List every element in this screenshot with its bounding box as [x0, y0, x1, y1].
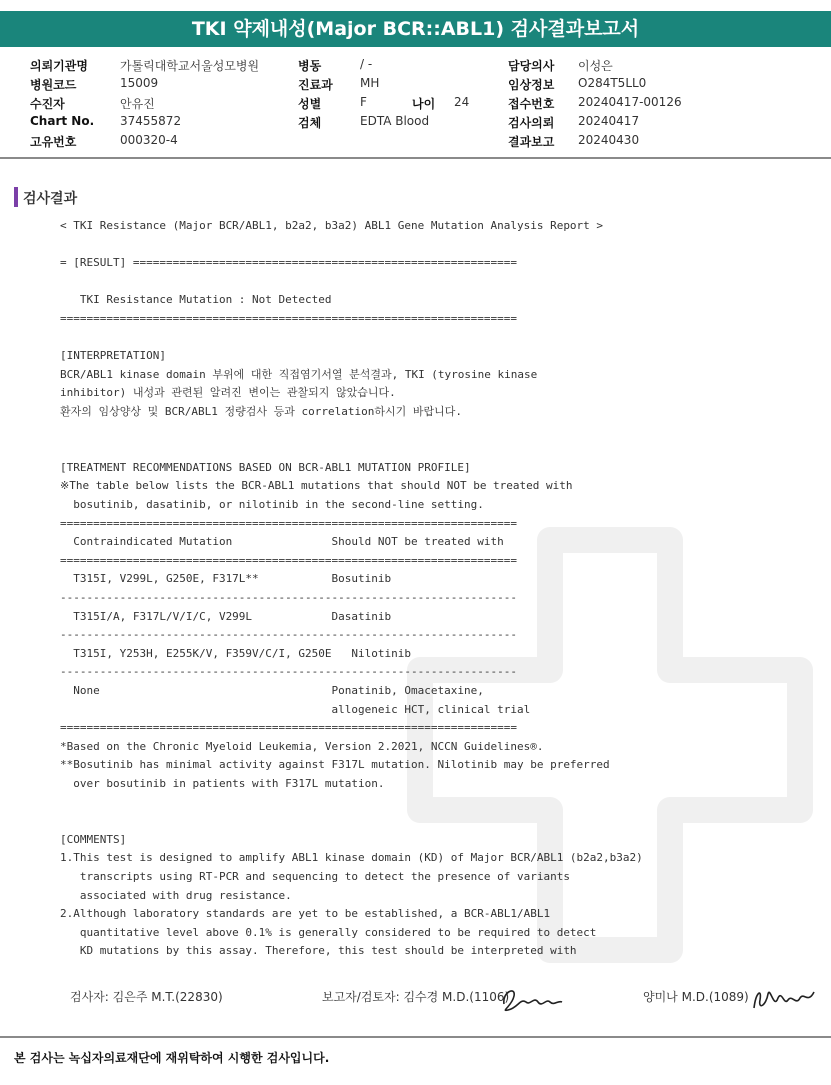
director-signature: 양미나 M.D.(1089) — [643, 990, 749, 1004]
report-line: [COMMENTS] — [60, 832, 127, 846]
info-label: 성별 — [298, 97, 322, 111]
info-value: 이성은 — [578, 59, 613, 73]
report-line: [INTERPRETATION] — [60, 349, 166, 363]
footer-note: 본 검사는 녹십자의료재단에 재위탁하여 시행한 검사입니다. — [14, 1051, 330, 1065]
report-line: **Bosutinib has minimal activity against F317L mutation. Nilotinib may be preferred — [60, 758, 610, 772]
section-title: 검사결과 — [23, 191, 78, 207]
report-line: bosutinib, dasatinib, or nilotinib in the second-line setting. — [60, 498, 484, 511]
info-label: 수진자 — [30, 97, 65, 111]
info-label: 결과보고 — [508, 135, 555, 149]
report-line: --------------------------------------------------------------------- — [60, 665, 517, 679]
info-value: 24 — [454, 95, 470, 109]
report-line: T315I/A, F317L/V/I/C, V299L Dasatinib — [60, 609, 392, 623]
info-label: 검체 — [298, 116, 322, 130]
info-label: 진료과 — [298, 78, 333, 92]
report-line: ※The table below lists the BCR-ABL1 mutations that should NOT be treated with — [60, 479, 573, 493]
report-line: TKI Resistance Mutation : Not Detected — [60, 293, 332, 307]
report-line: 환자의 임상양상 및 BCR/ABL1 정량검사 등과 correlation하시기 바랍니다. — [60, 405, 462, 418]
report-line: ===================================================================== — [60, 721, 517, 735]
info-label: 담당의사 — [508, 59, 555, 73]
footer-divider — [0, 1036, 831, 1038]
report-line: 1.This test is designed to amplify ABL1 kinase domain (KD) of Major BCR/ABL1 (b2a2,b3a2) — [60, 851, 643, 865]
director-handwritten-signature — [748, 980, 818, 1018]
reporter-signature: 보고자/검토자: 김수경 M.D.(1106) — [322, 990, 510, 1004]
tester-signature: 검사자: 김은주 M.T.(22830) — [70, 990, 223, 1004]
report-line: --------------------------------------------------------------------- — [60, 628, 517, 642]
info-value: 가톨릭대학교서울성모병원 — [120, 59, 260, 73]
report-line: T315I, V299L, G250E, F317L** Bosutinib — [60, 572, 392, 586]
info-value: 000320-4 — [120, 133, 178, 147]
section-marker — [14, 187, 18, 207]
report-title: TKI 약제내성(Major BCR::ABL1) 검사결과보고서 — [0, 11, 831, 47]
report-line: inhibitor) 내성과 관련된 알려진 변이는 관찰되지 않았습니다. — [60, 386, 396, 400]
report-line: ===================================================================== — [60, 516, 517, 530]
info-label: 검사의뢰 — [508, 116, 555, 130]
info-value: 안유진 — [120, 97, 155, 111]
report-line: *Based on the Chronic Myeloid Leukemia, Version 2.2021, NCCN Guidelines®. — [60, 739, 544, 753]
info-value: 15009 — [120, 76, 159, 90]
info-value: MH — [360, 76, 380, 90]
info-value: / - — [360, 57, 373, 71]
info-value: EDTA Blood — [360, 114, 430, 128]
report-line: --------------------------------------------------------------------- — [60, 591, 517, 604]
info-value: 37455872 — [120, 114, 182, 128]
report-line: [TREATMENT RECOMMENDATIONS BASED ON BCR-ABL1 MUTATION PROFILE] — [60, 460, 471, 474]
report-line: < TKI Resistance (Major BCR/ABL1, b2a2, b3a2) ABL1 Gene Mutation Analysis Report > — [60, 219, 604, 232]
info-value: 20240417 — [578, 114, 640, 128]
report-line: quantitative level above 0.1% is generally considered to be required to detect — [60, 925, 597, 939]
report-line: Contraindicated Mutation Should NOT be treated with — [60, 535, 504, 549]
info-value: F — [360, 95, 367, 109]
info-label: 의뢰기관명 — [30, 59, 88, 73]
info-label: 나이 — [412, 97, 436, 111]
report-line: over bosutinib in patients with F317L mutation. — [60, 777, 385, 790]
report-line: ===================================================================== — [60, 312, 517, 325]
report-line: ===================================================================== — [60, 553, 517, 567]
info-label: Chart No. — [30, 114, 95, 128]
info-value: O284T5LL0 — [578, 76, 647, 90]
report-line: None Ponatinib, Omacetaxine, — [60, 684, 484, 697]
report-line: allogeneic HCT, clinical trial — [60, 702, 531, 716]
info-value: 20240417-00126 — [578, 95, 682, 109]
info-divider — [0, 157, 831, 159]
report-line: KD mutations by this assay. Therefore, this test should be interpreted with — [60, 944, 577, 958]
report-line: associated with drug resistance. — [60, 888, 292, 902]
info-label: 병동 — [298, 59, 322, 73]
reporter-handwritten-signature — [498, 982, 564, 1016]
report-line: transcripts using RT-PCR and sequencing to detect the presence of variants — [60, 870, 570, 883]
info-label: 고유번호 — [30, 135, 77, 149]
report-line: T315I, Y253H, E255K/V, F359V/C/I, G250E Nilotinib — [60, 646, 411, 660]
report-line: = [RESULT] ========================================================== — [60, 256, 517, 270]
info-label: 병원코드 — [30, 78, 77, 92]
info-value: 20240430 — [578, 133, 640, 147]
info-label: 접수번호 — [508, 97, 555, 111]
info-label: 임상정보 — [508, 78, 555, 92]
report-line: 2.Although laboratory standards are yet to be established, a BCR-ABL1/ABL1 — [60, 907, 551, 921]
report-line: BCR/ABL1 kinase domain 부위에 대한 직접염기서열 분석결과, TKI (tyrosine kinase — [60, 367, 538, 381]
